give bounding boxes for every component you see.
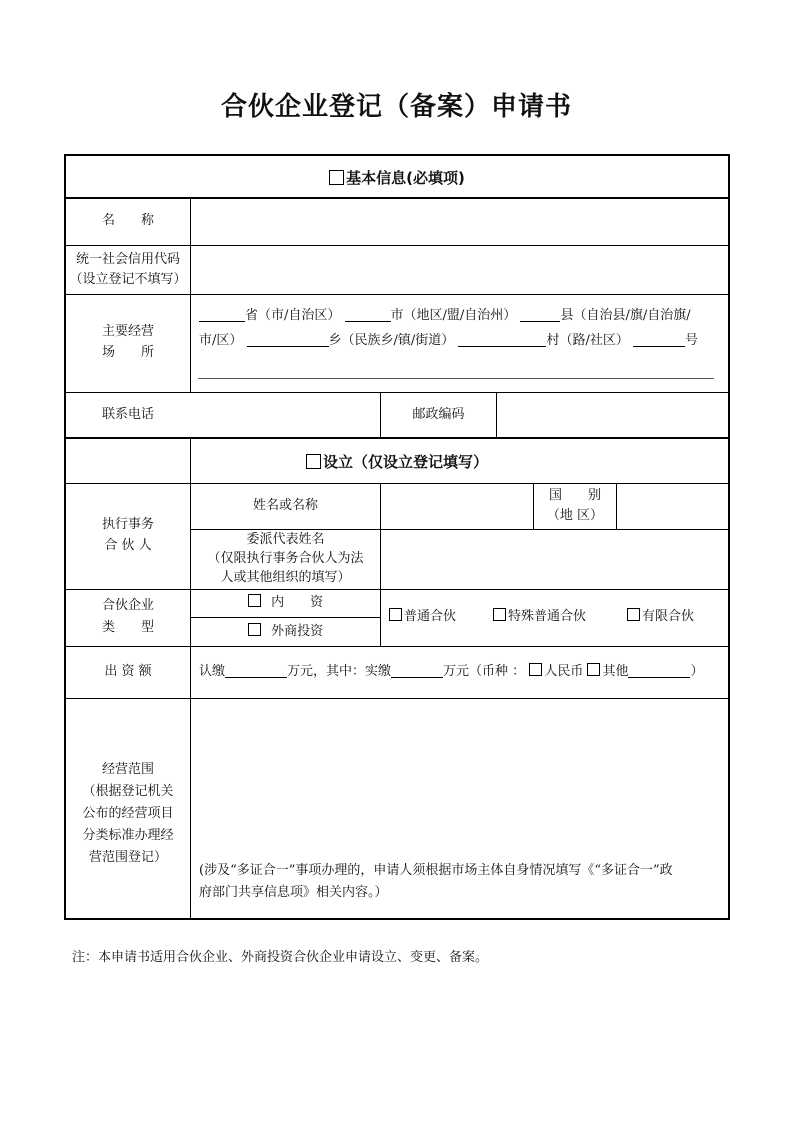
section-checkbox[interactable] bbox=[329, 170, 344, 185]
section-setup-label: 设立（仅设立登记填写） bbox=[322, 453, 488, 471]
domestic-checkbox[interactable] bbox=[248, 594, 261, 607]
delegate-note-line1: （仅限执行事务合伙人为法 bbox=[207, 551, 364, 566]
name-or-title-label: 姓名或名称 bbox=[252, 498, 318, 513]
rmb-checkbox[interactable] bbox=[529, 663, 542, 676]
scope-label-line3: 公布的经营项目 bbox=[82, 806, 174, 821]
address-label-line1: 主要经营 bbox=[101, 324, 154, 339]
delegate-label: 委派代表姓名 bbox=[246, 532, 325, 547]
nationality-label-line2: （地 区） bbox=[546, 508, 604, 523]
nationality-label-line1: 国 别 bbox=[548, 488, 601, 503]
domestic-option[interactable]: 内 资 bbox=[191, 594, 380, 612]
limited-checkbox[interactable] bbox=[627, 608, 640, 621]
business-scope-field[interactable] bbox=[192, 700, 727, 850]
capital-line: 认缴 万元，其中：实缴 万元（币种 ： 人民币 其他 ） bbox=[199, 664, 704, 679]
address-line-2: 市/区） 乡（民族乡/镇/街道） 村（路/社区） 号 bbox=[199, 333, 698, 348]
name-label: 名 称 bbox=[101, 213, 154, 228]
credit-code-label: 统一社会信用代码 bbox=[75, 252, 180, 267]
subscribed-amount-blank[interactable] bbox=[225, 663, 287, 678]
province-blank[interactable] bbox=[199, 307, 245, 322]
type-label-line2: 类 型 bbox=[101, 620, 154, 635]
address-line-1: 省（市/自治区） 市（地区/盟/自治州） 县（自治县/旗/自治旗/ bbox=[199, 307, 691, 325]
general-checkbox[interactable] bbox=[389, 608, 402, 621]
section-checkbox[interactable] bbox=[306, 454, 321, 469]
page-title: 合伙企业登记（备案）申请书 bbox=[220, 92, 572, 122]
phone-field[interactable] bbox=[192, 394, 379, 436]
number-blank[interactable] bbox=[633, 332, 685, 347]
address-label-line2: 场 所 bbox=[101, 345, 154, 360]
section-basic-info bbox=[66, 167, 728, 188]
section-basic-label: 基本信息(必填项) bbox=[346, 169, 465, 187]
general-option[interactable]: 普通合伙 bbox=[389, 608, 456, 626]
section-setup bbox=[66, 451, 728, 472]
paid-amount-blank[interactable] bbox=[391, 663, 443, 678]
postcode-label: 邮政编码 bbox=[412, 407, 465, 422]
foreign-checkbox[interactable] bbox=[248, 623, 261, 636]
scope-label-line5: 营范围登记） bbox=[88, 850, 167, 865]
footnote: 注：本申请书适用合伙企业、外商投资合伙企业申请设立、变更、备案。 bbox=[72, 950, 489, 965]
scope-note-line2: 府部门共享信息项》相关内容。） bbox=[199, 885, 388, 900]
application-form bbox=[64, 154, 730, 920]
limited-option[interactable]: 有限合伙 bbox=[627, 608, 694, 626]
delegate-note-line2: 人或其他组织的填写） bbox=[220, 570, 351, 585]
other-currency-blank[interactable] bbox=[628, 663, 690, 678]
county-blank[interactable] bbox=[520, 307, 560, 322]
township-blank[interactable] bbox=[247, 332, 329, 347]
village-blank[interactable] bbox=[458, 332, 546, 347]
credit-code-note: （设立登记不填写） bbox=[69, 272, 187, 287]
address-detail-line[interactable] bbox=[198, 378, 714, 379]
credit-code-field[interactable] bbox=[192, 247, 727, 293]
scope-note-line1: (涉及“多证合一”事项办理的，申请人须根据市场主体自身情况填写《“多证合一”政 bbox=[199, 863, 673, 878]
partner-name-field[interactable] bbox=[382, 485, 532, 528]
other-currency-checkbox[interactable] bbox=[587, 663, 600, 676]
name-field[interactable] bbox=[192, 199, 727, 244]
scope-label-line4: 分类标准办理经 bbox=[82, 828, 174, 843]
capital-label: 出 资 额 bbox=[104, 664, 152, 679]
city-blank[interactable] bbox=[345, 307, 391, 322]
partner-label-line2: 合 伙 人 bbox=[104, 538, 152, 553]
special-general-option[interactable]: 特殊普通合伙 bbox=[493, 608, 586, 626]
type-label-line1: 合伙企业 bbox=[101, 598, 154, 613]
foreign-option[interactable]: 外商投资 bbox=[191, 623, 380, 641]
partner-label-line1: 执行事务 bbox=[101, 517, 154, 532]
scope-label-line1: 经营范围 bbox=[101, 762, 154, 777]
delegate-field[interactable] bbox=[382, 531, 727, 588]
phone-label: 联系电话 bbox=[101, 407, 154, 422]
scope-label-line2: （根据登记机关 bbox=[82, 784, 174, 799]
special-general-checkbox[interactable] bbox=[493, 608, 506, 621]
postcode-field[interactable] bbox=[498, 394, 727, 436]
nationality-field[interactable] bbox=[618, 485, 727, 528]
